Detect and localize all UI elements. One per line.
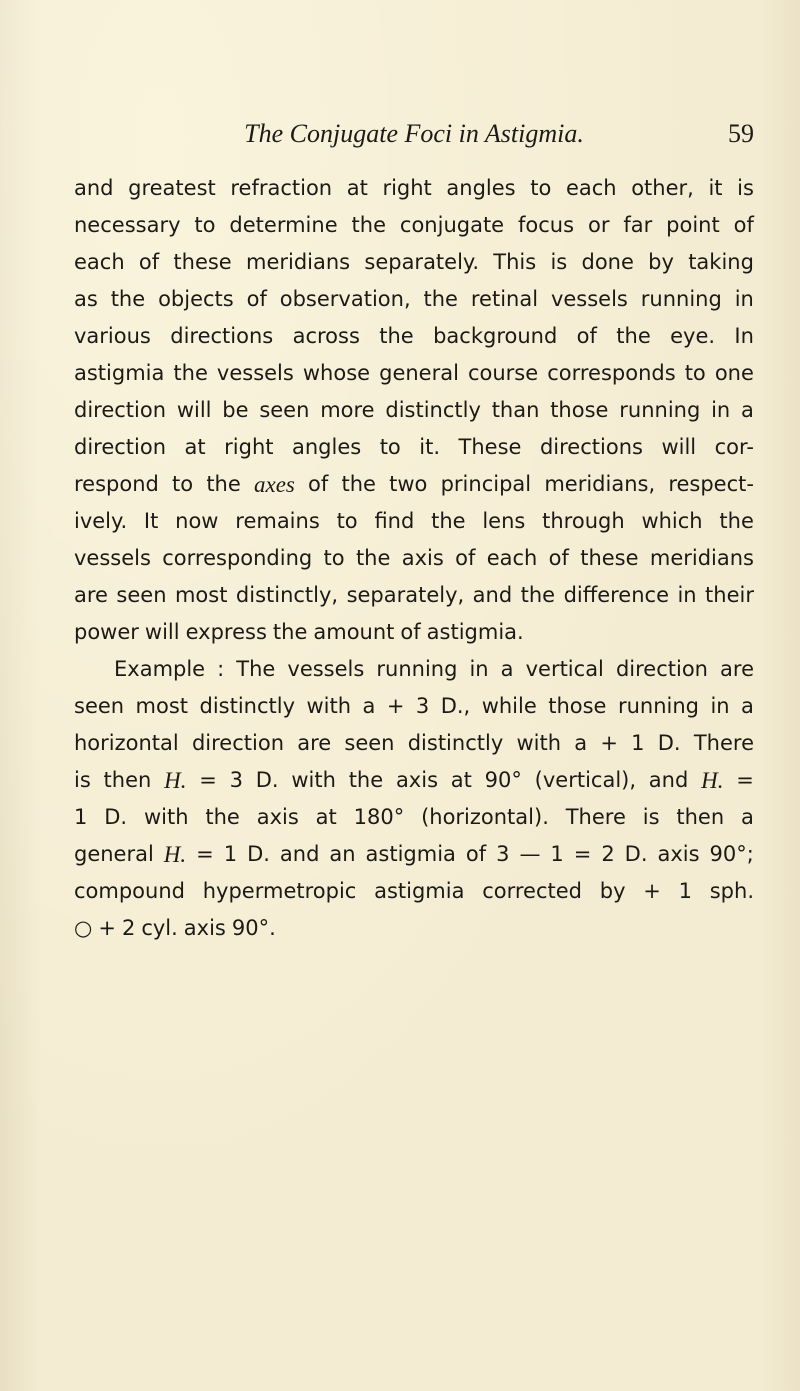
word: are — [297, 731, 332, 755]
word: in — [734, 287, 754, 311]
word: corresponds — [547, 361, 676, 385]
word: at — [346, 176, 368, 200]
text-line — [74, 170, 754, 207]
text-line — [74, 503, 754, 540]
word: in — [469, 657, 489, 681]
word: ○ — [74, 916, 93, 940]
word: meridians — [245, 250, 351, 274]
text-line — [74, 725, 754, 762]
word: which — [641, 509, 703, 533]
word: + — [643, 879, 661, 903]
word: the — [719, 509, 754, 533]
word: lens — [482, 509, 526, 533]
word: distinctly — [199, 694, 296, 718]
word: now — [175, 509, 219, 533]
word: distinctly — [407, 731, 504, 755]
text-line — [74, 873, 754, 910]
word: in — [711, 398, 731, 422]
word: more — [320, 398, 375, 422]
word: then — [103, 768, 152, 792]
word: right — [382, 176, 432, 200]
word: the — [205, 805, 240, 829]
word: other, — [631, 176, 694, 200]
word: running — [376, 657, 458, 681]
word: meridians, — [544, 472, 656, 496]
word: various — [74, 324, 151, 348]
word: = — [736, 768, 754, 792]
running-head — [74, 112, 754, 156]
word: while — [481, 694, 537, 718]
word: directions — [170, 324, 274, 348]
word: (vertical), — [534, 768, 637, 792]
word: direction — [615, 657, 708, 681]
word: ively. — [74, 509, 128, 533]
word: D. — [104, 805, 128, 829]
word: astigmia — [374, 879, 465, 903]
word: the — [110, 287, 146, 311]
word: of — [246, 287, 267, 311]
word: those — [548, 694, 607, 718]
word: two — [389, 472, 428, 496]
body-text — [74, 170, 754, 947]
word: 1 — [223, 842, 238, 866]
word: The — [236, 657, 276, 681]
word: to — [323, 546, 345, 570]
word: — — [519, 842, 541, 866]
word: course — [467, 361, 539, 385]
text-line — [74, 318, 754, 355]
word: separately. — [364, 250, 480, 274]
word: axis — [395, 768, 439, 792]
word: the — [520, 583, 556, 607]
word: with — [516, 731, 562, 755]
word: It — [143, 509, 159, 533]
word: 1 — [550, 842, 564, 866]
word: of — [455, 546, 476, 570]
word: D. — [255, 768, 279, 792]
word: remains — [235, 509, 320, 533]
text-line — [74, 540, 754, 577]
word: 3 — [496, 842, 510, 866]
word: a — [741, 398, 754, 422]
word: the — [206, 472, 241, 496]
word: astigmia — [74, 361, 165, 385]
word: vessels — [287, 657, 365, 681]
word: a — [741, 694, 754, 718]
word: whose — [302, 361, 371, 385]
word: direction — [74, 398, 167, 422]
word: 2 — [121, 916, 136, 940]
word: seen — [116, 583, 167, 607]
word: and — [74, 176, 114, 200]
word: are — [720, 657, 754, 681]
word: as — [74, 287, 98, 311]
word: an — [329, 842, 356, 866]
word: running — [640, 287, 722, 311]
word: the — [431, 509, 466, 533]
word: will — [144, 620, 180, 644]
word: each — [565, 176, 617, 200]
word: is — [737, 176, 754, 200]
word: of — [733, 213, 754, 237]
word: are — [74, 583, 108, 607]
running-title: The Conjugate Foci in Astigmia. — [244, 119, 584, 148]
text-line — [74, 836, 754, 873]
word: axis — [401, 546, 444, 570]
word: the — [616, 324, 651, 348]
word: 2 — [601, 842, 615, 866]
word: running — [619, 398, 701, 422]
word: angles — [291, 435, 362, 459]
word: their — [705, 583, 754, 607]
text-line — [74, 614, 754, 651]
word: to — [684, 361, 706, 385]
word: these — [580, 546, 639, 570]
word: with — [143, 805, 189, 829]
word: to — [172, 472, 194, 496]
word: 90°. — [231, 916, 276, 940]
word: done — [581, 250, 634, 274]
word: and — [279, 842, 320, 866]
word: of — [400, 620, 421, 644]
word: the — [348, 768, 384, 792]
word: express — [185, 620, 267, 644]
word: astigmia — [365, 842, 456, 866]
word: direction — [74, 435, 167, 459]
word: the — [355, 546, 391, 570]
word: 180° — [353, 805, 405, 829]
word: of — [548, 546, 569, 570]
text-line — [74, 910, 754, 947]
word: H. — [163, 842, 187, 867]
word: in — [677, 583, 697, 607]
word: most — [174, 583, 228, 607]
word: separately, — [346, 583, 465, 607]
text-line — [74, 651, 754, 688]
word: corrected — [482, 879, 582, 903]
text-line — [74, 281, 754, 318]
text-line — [74, 355, 754, 392]
page-number: 59 — [728, 119, 754, 148]
word: background — [433, 324, 558, 348]
text-line — [74, 244, 754, 281]
word: and — [648, 768, 689, 792]
word: far — [623, 213, 653, 237]
word: amount — [313, 620, 395, 644]
word: + — [98, 916, 116, 940]
word: each — [74, 250, 125, 274]
word: cor- — [714, 435, 754, 459]
word: the — [341, 472, 376, 496]
word: the — [423, 287, 458, 311]
word: vessels — [216, 361, 294, 385]
word: one — [714, 361, 754, 385]
word: observation, — [279, 287, 411, 311]
word: across — [292, 324, 360, 348]
word: D. — [624, 842, 648, 866]
word: eye. — [670, 324, 716, 348]
word: with — [291, 768, 336, 792]
word: and — [472, 583, 513, 607]
word: of — [465, 842, 487, 866]
word: direction — [191, 731, 284, 755]
word: is — [74, 768, 91, 792]
word: necessary — [74, 213, 181, 237]
word: H. — [701, 768, 724, 793]
word: = — [196, 842, 214, 866]
word: running — [617, 694, 699, 718]
word: This — [493, 250, 537, 274]
word: a — [500, 657, 514, 681]
word: (horizontal). — [421, 805, 549, 829]
word: find — [374, 509, 415, 533]
word: is — [550, 250, 568, 274]
word: sph. — [709, 879, 754, 903]
word: 3 — [415, 694, 430, 718]
word: to — [379, 435, 401, 459]
word: power — [74, 620, 139, 644]
word: difference — [563, 583, 669, 607]
word: determine — [229, 213, 338, 237]
word: refraction — [230, 176, 333, 200]
word: distinctly, — [235, 583, 339, 607]
word: meridians — [649, 546, 754, 570]
word: each — [486, 546, 538, 570]
word: Example — [114, 657, 206, 681]
paragraph-2 — [74, 651, 754, 947]
word: H. — [164, 768, 187, 793]
word: through — [542, 509, 625, 533]
word: There — [693, 731, 754, 755]
text-line — [74, 688, 754, 725]
word: or — [587, 213, 610, 237]
word: compound — [74, 879, 185, 903]
word: it. — [419, 435, 441, 459]
word: corresponding — [162, 546, 313, 570]
word: 1 — [678, 879, 692, 903]
word: the — [272, 620, 308, 644]
word: objects — [158, 287, 234, 311]
word: at — [184, 435, 206, 459]
word: seen — [344, 731, 395, 755]
text-line — [74, 762, 754, 799]
word: at — [315, 805, 337, 829]
word: a — [574, 731, 588, 755]
word: distinctly — [385, 398, 481, 422]
word: D. — [657, 731, 681, 755]
word: 90° — [484, 768, 522, 792]
text-line — [74, 392, 754, 429]
text-line — [74, 466, 754, 503]
word: the — [351, 213, 386, 237]
word: = — [199, 768, 217, 792]
word: retinal — [470, 287, 539, 311]
word: principal — [440, 472, 532, 496]
word: axis — [183, 916, 226, 940]
word: than — [491, 398, 540, 422]
word: be — [222, 398, 249, 422]
word: axis — [657, 842, 700, 866]
word: vertical — [525, 657, 604, 681]
word: + — [600, 731, 618, 755]
word: these — [173, 250, 232, 274]
word: axes — [253, 472, 295, 497]
word: a — [741, 805, 754, 829]
word: These — [458, 435, 522, 459]
word: will — [661, 435, 697, 459]
word: the — [173, 361, 208, 385]
word: + — [386, 694, 405, 718]
word: vessels — [550, 287, 628, 311]
word: D., — [440, 694, 471, 718]
word: horizontal — [74, 731, 179, 755]
text-line — [74, 799, 754, 836]
text-line — [74, 577, 754, 614]
text-line — [74, 429, 754, 466]
word: general — [379, 361, 459, 385]
word: 3 — [229, 768, 243, 792]
word: cyl. — [141, 916, 178, 940]
word: hypermetropic — [202, 879, 357, 903]
word: conjugate — [399, 213, 505, 237]
word: respond — [74, 472, 159, 496]
word: it — [708, 176, 723, 200]
word: : — [217, 657, 225, 681]
word: respect- — [668, 472, 754, 496]
word: 1 — [631, 731, 645, 755]
word: D. — [247, 842, 270, 866]
word: 90°; — [709, 842, 754, 866]
word: will — [176, 398, 212, 422]
word: a — [362, 694, 376, 718]
paragraph-1 — [74, 170, 754, 651]
word: the — [379, 324, 414, 348]
word: in — [710, 694, 730, 718]
word: by — [599, 879, 626, 903]
word: seen — [259, 398, 310, 422]
word: at — [450, 768, 472, 792]
word: astigmia. — [426, 620, 524, 644]
word: directions — [539, 435, 643, 459]
word: right — [224, 435, 274, 459]
word: then — [676, 805, 725, 829]
word: by — [648, 250, 674, 274]
word: In — [734, 324, 754, 348]
word: focus — [518, 213, 575, 237]
word: vessels — [74, 546, 151, 570]
word: = — [573, 842, 592, 866]
word: greatest — [128, 176, 216, 200]
word: point — [666, 213, 720, 237]
word: general — [74, 842, 154, 866]
word: of — [138, 250, 160, 274]
word: 1 — [74, 805, 88, 829]
word: to — [530, 176, 552, 200]
word: angles — [446, 176, 516, 200]
word: most — [135, 694, 189, 718]
word: with — [306, 694, 352, 718]
word: to — [336, 509, 358, 533]
text-line — [74, 207, 754, 244]
word: those — [550, 398, 609, 422]
word: taking — [688, 250, 754, 274]
word: axis — [256, 805, 299, 829]
word: is — [642, 805, 660, 829]
word: of — [308, 472, 329, 496]
word: to — [194, 213, 216, 237]
word: There — [565, 805, 626, 829]
word: seen — [74, 694, 125, 718]
word: of — [576, 324, 597, 348]
